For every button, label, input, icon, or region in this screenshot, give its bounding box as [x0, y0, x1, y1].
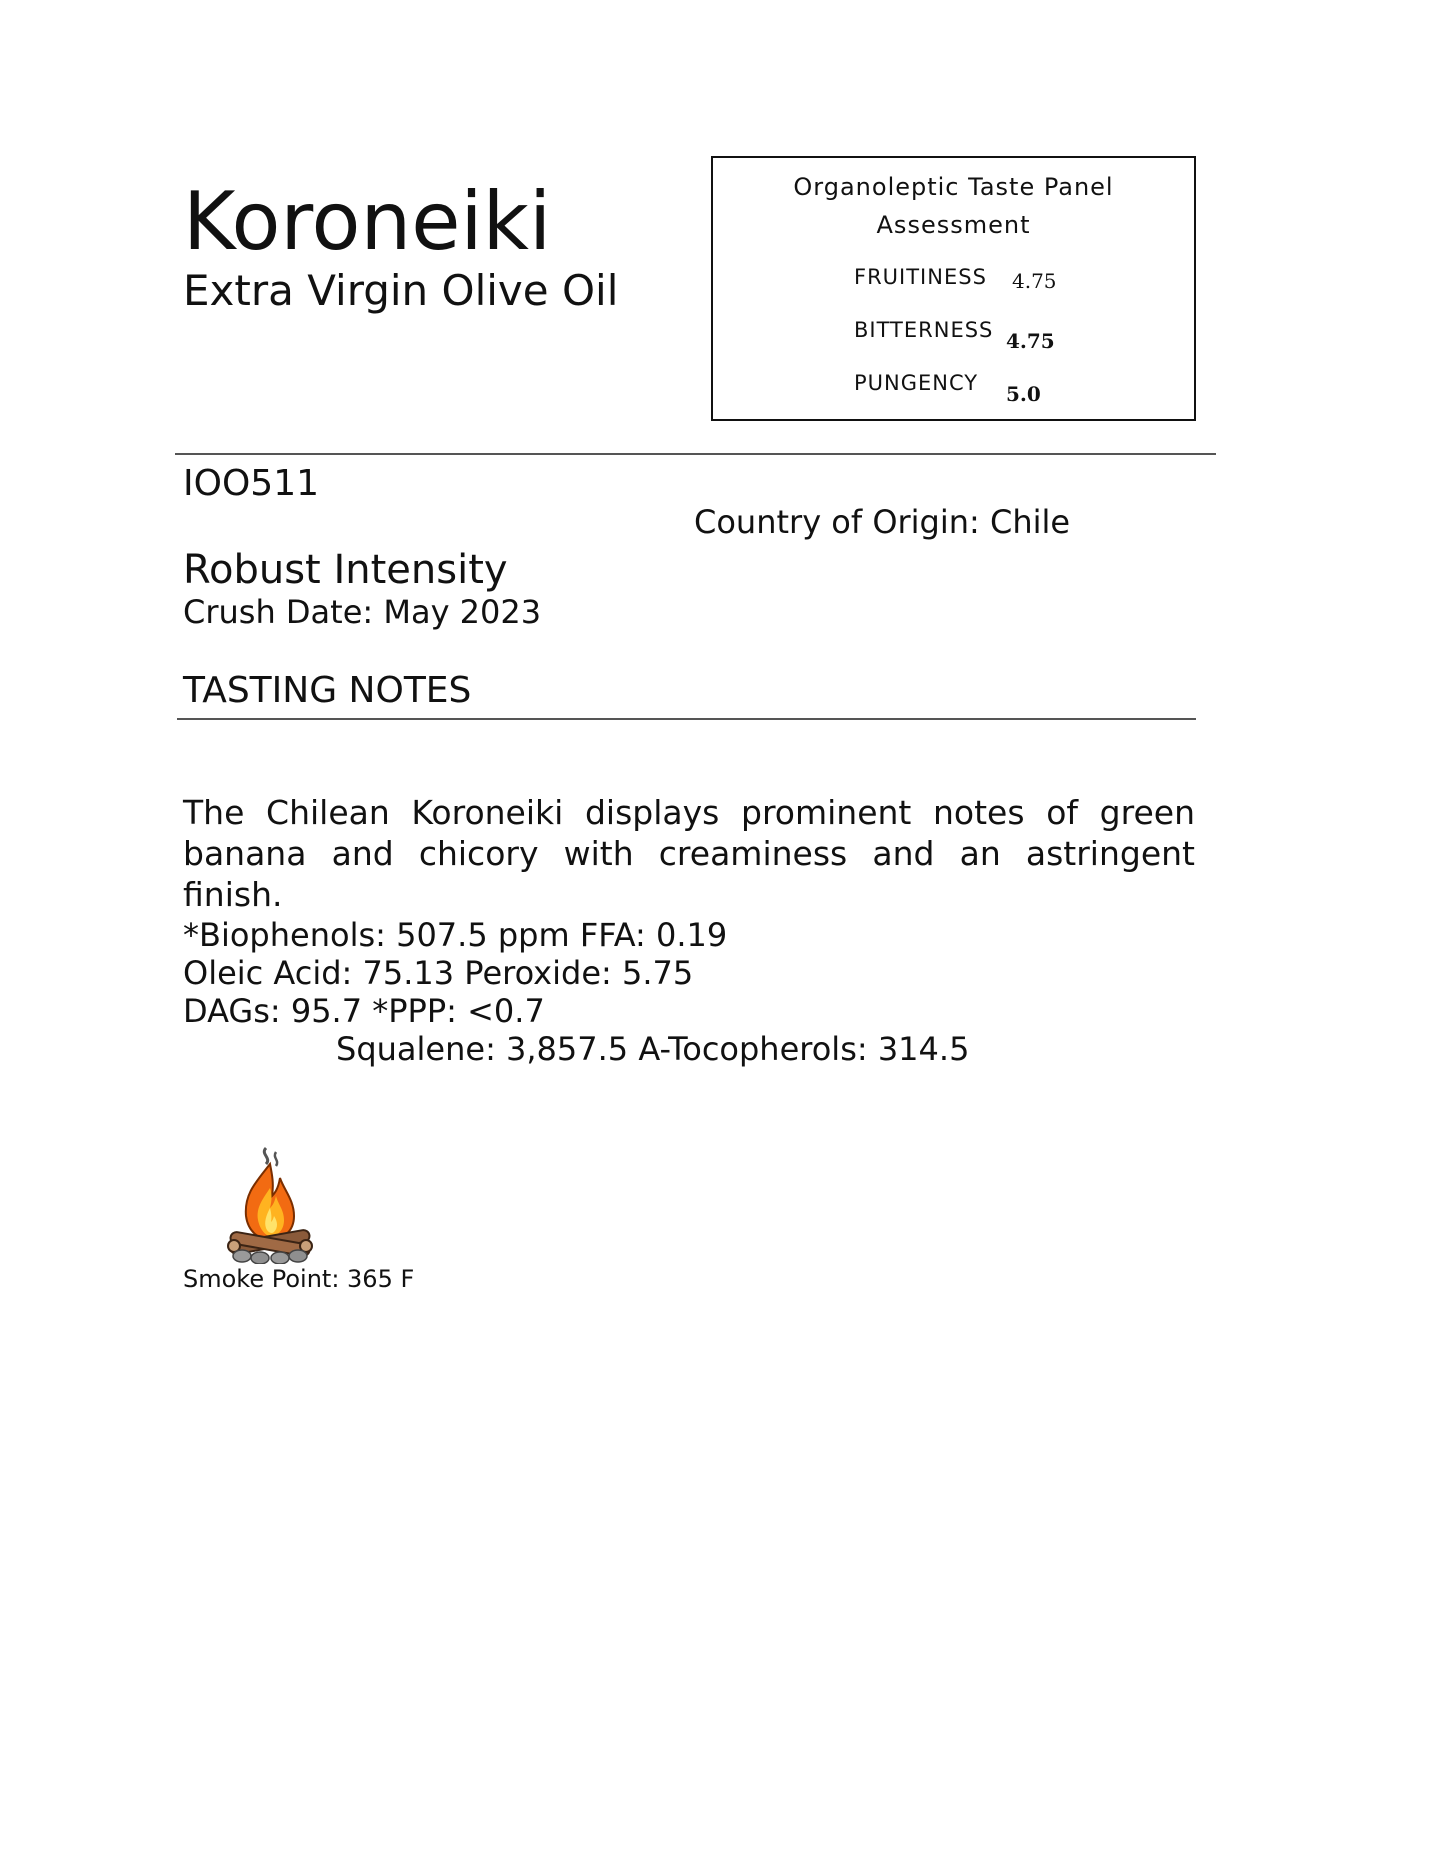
tasting-divider	[177, 718, 1196, 720]
header-divider	[175, 453, 1216, 455]
tasting-notes-heading: TASTING NOTES	[183, 670, 472, 711]
campfire-icon	[222, 1146, 318, 1264]
chemistry-line-1: *Biophenols: 507.5 ppm FFA: 0.19	[183, 916, 728, 954]
fruitiness-value: 4.75	[1012, 269, 1057, 293]
intensity-label: Robust Intensity	[183, 547, 508, 593]
product-subtitle: Extra Virgin Olive Oil	[183, 266, 619, 315]
country-of-origin: Country of Origin: Chile	[694, 503, 1071, 541]
chemistry-line-3: DAGs: 95.7 *PPP: <0.7	[183, 992, 545, 1030]
taste-panel-heading	[713, 168, 1194, 244]
pungency-label: PUNGENCY	[854, 371, 979, 395]
smoke-point-label: Smoke Point: 365 F	[183, 1265, 415, 1293]
pungency-value: 5.0	[1006, 382, 1041, 406]
product-name: Koroneiki	[183, 175, 552, 268]
bitterness-value: 4.75	[1006, 329, 1055, 353]
chemistry-line-2: Oleic Acid: 75.13 Peroxide: 5.75	[183, 954, 694, 992]
taste-panel-box	[711, 156, 1196, 421]
taste-panel-heading-line2: Assessment	[876, 211, 1031, 239]
crush-date: Crush Date: May 2023	[183, 593, 542, 631]
product-code: IOO511	[183, 463, 320, 504]
tasting-notes-text: The Chilean Koroneiki displays prominent notes of green banana and chicory with creaminess and an astringent finish.	[183, 793, 1195, 914]
bitterness-label: BITTERNESS	[854, 318, 994, 342]
chemistry-line-4: Squalene: 3,857.5 A-Tocopherols: 314.5	[336, 1030, 970, 1068]
taste-panel-heading-line1: Organoleptic Taste Panel	[793, 173, 1114, 201]
fruitiness-label: FRUITINESS	[854, 265, 987, 289]
